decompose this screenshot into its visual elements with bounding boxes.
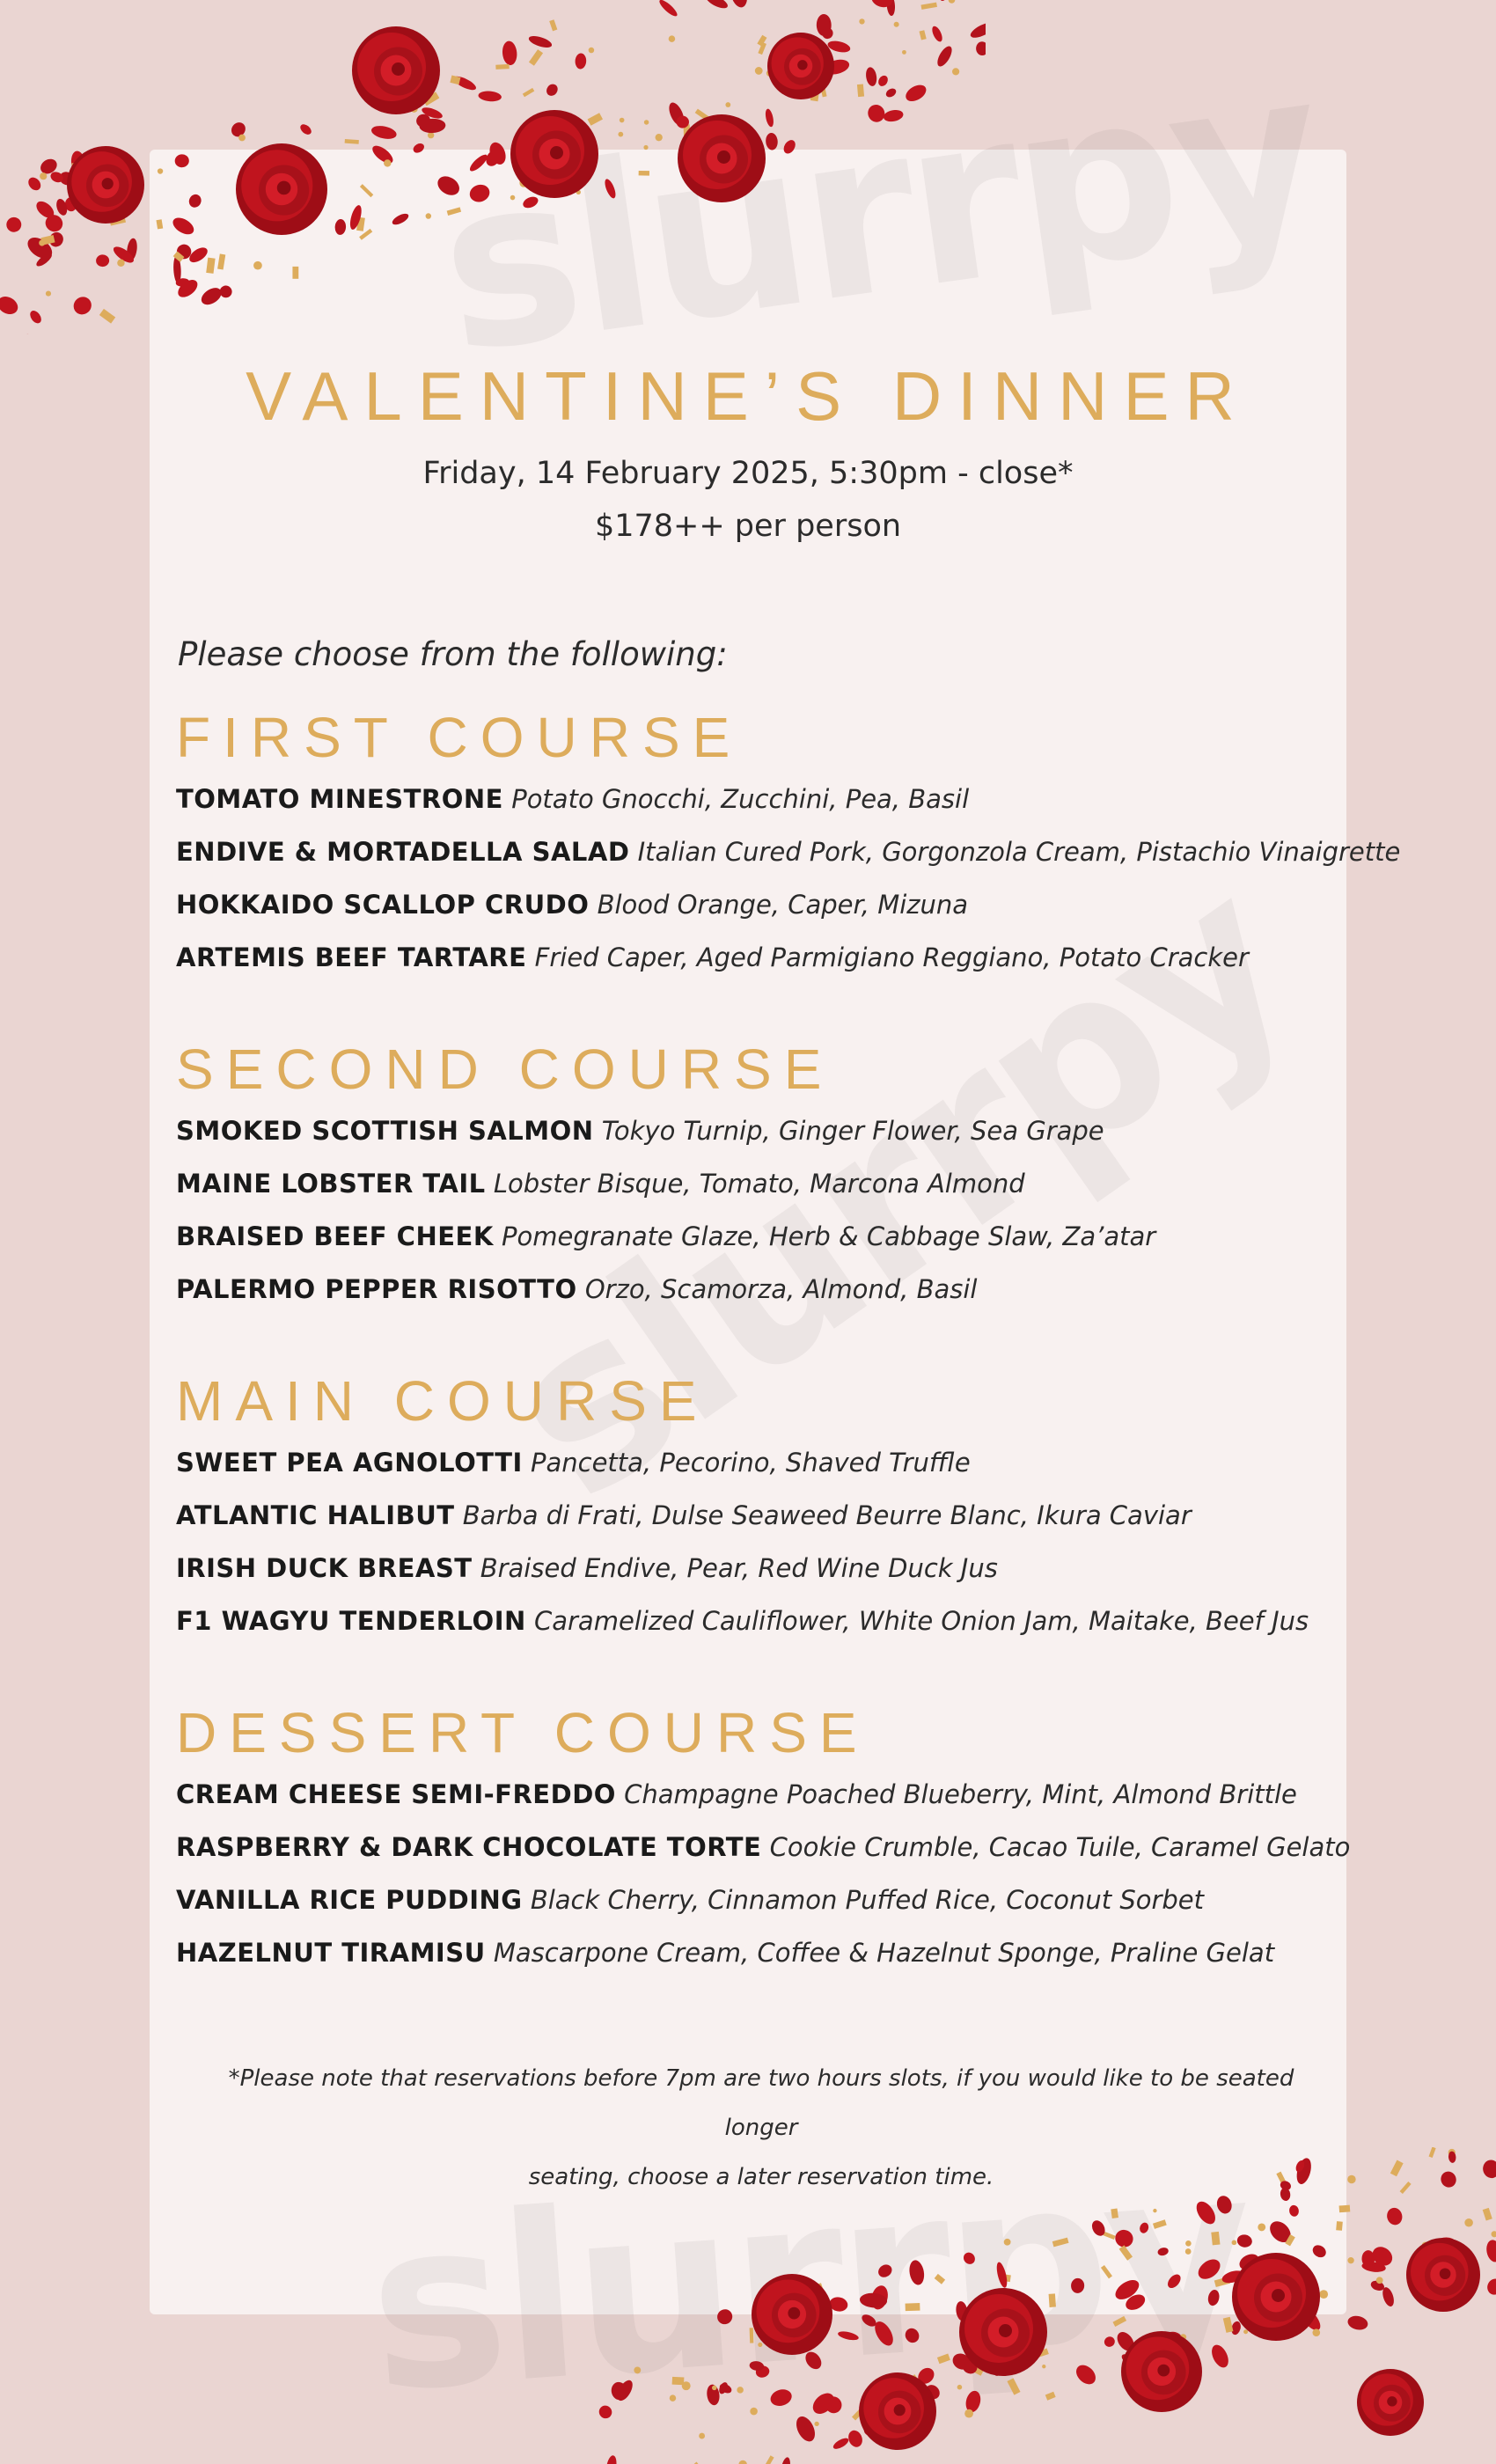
rose-icon — [859, 2372, 936, 2450]
confetti-icon — [852, 2409, 864, 2421]
petal-icon — [111, 244, 136, 266]
confetti-dot-icon — [1312, 2328, 1320, 2336]
petal-icon — [754, 2365, 770, 2380]
confetti-icon — [695, 109, 710, 121]
confetti-icon — [529, 49, 543, 66]
petal-icon — [876, 74, 890, 88]
petal-icon — [915, 2365, 937, 2387]
dish-item — [176, 1436, 1329, 1489]
confetti-icon — [110, 218, 126, 226]
petal-icon — [1361, 2261, 1387, 2273]
confetti-icon — [1432, 2260, 1441, 2271]
dish-name: ATLANTIC HALIBUT — [176, 1500, 455, 1530]
confetti-dot-icon — [750, 2408, 758, 2416]
dish-item — [176, 878, 1329, 931]
confetti-dot-icon — [644, 120, 649, 125]
confetti-icon — [750, 2328, 754, 2343]
confetti-icon — [549, 19, 557, 31]
dish-item — [176, 1489, 1329, 1542]
event-price: $178++ per person — [594, 509, 902, 544]
petal-icon — [370, 124, 398, 141]
petal-icon — [1173, 2340, 1188, 2355]
confetti-icon — [857, 84, 864, 98]
reservation-note — [202, 2054, 1320, 2202]
confetti-dot-icon — [1347, 2257, 1353, 2263]
dish-description: Pomegranate Glaze, Herb & Cabbage Slaw, Za’atar — [502, 1221, 1156, 1251]
confetti-dot-icon — [952, 68, 959, 75]
petal-icon — [1181, 2353, 1204, 2379]
dish-description: Pancetta, Pecorino, Shaved Truffle — [530, 1448, 971, 1478]
confetti-icon — [422, 92, 439, 106]
confetti-icon — [937, 2353, 950, 2364]
confetti-icon — [970, 2364, 985, 2376]
confetti-dot-icon — [618, 132, 623, 137]
confetti-dot-icon — [766, 70, 773, 77]
menu-title: VALENTINE’S DINNER — [246, 357, 1250, 435]
petal-icon — [812, 73, 828, 92]
petal-icon — [823, 2394, 845, 2416]
petal-icon — [614, 2378, 635, 2403]
dish-description: Caramelized Cauliflower, White Onion Jam, Maitake, Beef Jus — [533, 1606, 1309, 1636]
confetti-dot-icon — [1180, 2334, 1186, 2340]
petal-icon — [55, 198, 69, 217]
dish-item — [176, 1104, 1329, 1157]
dish-description: Tokyo Turnip, Ginger Flower, Sea Grape — [601, 1116, 1104, 1146]
petal-icon — [70, 293, 95, 318]
dish-description: Braised Endive, Pear, Red Wine Duck Jus — [480, 1553, 998, 1583]
confetti-dot-icon — [670, 2394, 676, 2401]
petal-icon — [1346, 2314, 1369, 2332]
petal-icon — [903, 82, 929, 105]
confetti-icon — [758, 42, 766, 55]
petal-icon — [70, 150, 86, 175]
rose-icon — [1121, 2331, 1202, 2412]
petal-icon — [229, 120, 248, 140]
petal-icon — [768, 2387, 794, 2408]
petal-icon — [992, 2353, 1015, 2379]
dish-description: Italian Cured Pork, Gorgonzola Cream, Pistachio Vinaigrette — [637, 837, 1401, 867]
petal-icon — [860, 2312, 878, 2328]
confetti-icon — [40, 235, 55, 246]
confetti-icon — [71, 162, 81, 176]
dish-description: Blood Orange, Caper, Mizuna — [597, 890, 969, 920]
petal-icon — [605, 2454, 618, 2464]
petal-icon — [1438, 2169, 1458, 2190]
petal-icon — [419, 118, 446, 134]
petal-icon — [846, 2428, 864, 2449]
petal-icon — [959, 2357, 980, 2377]
petal-icon — [817, 14, 832, 36]
menu-intro: Please choose from the following: — [178, 635, 728, 673]
confetti-icon — [1032, 2348, 1048, 2358]
confetti-dot-icon — [894, 22, 899, 27]
confetti-icon — [1112, 2316, 1126, 2327]
petal-icon — [922, 2382, 942, 2402]
petal-icon — [1073, 2361, 1100, 2387]
petal-icon — [1114, 2328, 1138, 2353]
confetti-icon — [672, 2377, 685, 2385]
dish-name: CREAM CHEESE SEMI-FREDDO — [176, 1779, 616, 1809]
petal-icon — [527, 33, 553, 49]
dish-name: HAZELNUT TIRAMISU — [176, 1938, 486, 1968]
dish-name: SMOKED SCOTTISH SALMON — [176, 1116, 594, 1146]
confetti-dot-icon — [737, 2387, 744, 2394]
petal-icon — [865, 102, 887, 125]
confetti-dot-icon — [803, 69, 811, 77]
confetti-dot-icon — [1347, 2175, 1355, 2183]
rose-icon — [1357, 2369, 1424, 2436]
reservation-note-line: *Please note that reservations before 7pm are two hours slots, if you would like to be seated longer — [228, 2065, 1294, 2141]
confetti-icon — [1223, 2317, 1234, 2333]
confetti-icon — [904, 2398, 914, 2406]
dish-item — [176, 1768, 1329, 1821]
confetti-icon — [867, 2399, 879, 2409]
dish-description: Barba di Frati, Dulse Seaweed Beurre Blanc, Ikura Caviar — [462, 1500, 1192, 1530]
confetti-dot-icon — [755, 67, 763, 75]
petal-icon — [803, 2349, 825, 2372]
event-date: Friday, 14 February 2025, 5:30pm - close* — [422, 456, 1074, 491]
confetti-icon — [810, 85, 820, 102]
confetti-dot-icon — [589, 48, 595, 54]
confetti-icon — [345, 139, 359, 144]
confetti-dot-icon — [1243, 2329, 1248, 2334]
confetti-dot-icon — [1448, 2149, 1456, 2156]
petal-icon — [1381, 2286, 1397, 2308]
petal-icon — [968, 19, 986, 40]
petal-icon — [764, 108, 774, 128]
confetti-icon — [523, 88, 534, 97]
dish-description: Lobster Bisque, Tomato, Marcona Almond — [493, 1169, 1025, 1199]
confetti-icon — [901, 2384, 910, 2395]
confetti-dot-icon — [1042, 2365, 1045, 2368]
petal-icon — [989, 2327, 1013, 2350]
course-title: FIRST COURSE — [176, 706, 743, 769]
confetti-dot-icon — [1422, 2242, 1429, 2249]
confetti-dot-icon — [949, 0, 956, 4]
petal-icon — [823, 57, 851, 77]
dish-name: F1 WAGYU TENDERLOIN — [176, 1606, 526, 1636]
confetti-dot-icon — [131, 180, 137, 187]
dish-item — [176, 1595, 1329, 1647]
confetti-icon — [73, 188, 87, 194]
petal-icon — [0, 293, 21, 318]
petal-icon — [502, 40, 518, 66]
petal-icon — [780, 2457, 792, 2464]
petal-icon — [1448, 2151, 1456, 2163]
petal-icon — [1103, 2335, 1117, 2349]
course-title: DESSERT COURSE — [176, 1701, 869, 1764]
confetti-dot-icon — [117, 260, 124, 267]
confetti-icon — [815, 2318, 827, 2328]
course-main — [176, 1366, 1329, 1647]
petal-icon — [717, 2381, 730, 2395]
dish-description: Potato Gnocchi, Zucchini, Pea, Basil — [511, 784, 970, 814]
petal-icon — [1173, 2354, 1192, 2374]
petal-icon — [24, 233, 55, 263]
dish-name: HOKKAIDO SCALLOP CRUDO — [176, 890, 590, 920]
dish-description: Cookie Crumble, Cacao Tuile, Caramel Gelato — [769, 1832, 1351, 1862]
petal-icon — [875, 2378, 888, 2392]
rose-icon — [67, 146, 144, 224]
petal-icon — [478, 90, 502, 102]
petal-icon — [822, 27, 833, 40]
confetti-icon — [1390, 2160, 1404, 2177]
petal-icon — [64, 197, 77, 212]
petal-icon — [666, 100, 687, 128]
petal-icon — [871, 2319, 897, 2349]
dish-name: IRISH DUCK BREAST — [176, 1553, 473, 1583]
petal-icon — [575, 53, 586, 70]
petal-icon — [864, 2424, 877, 2436]
confetti-dot-icon — [428, 132, 434, 138]
petal-icon — [930, 25, 944, 43]
petal-icon — [28, 309, 44, 326]
dish-item — [176, 1263, 1329, 1316]
confetti-dot-icon — [127, 179, 136, 187]
confetti-icon — [684, 124, 691, 137]
petal-icon — [421, 106, 444, 121]
petal-icon — [1481, 2158, 1496, 2180]
petal-icon — [34, 251, 54, 268]
petal-icon — [826, 39, 851, 54]
petal-icon — [451, 74, 478, 93]
confetti-dot-icon — [392, 74, 397, 79]
confetti-icon — [757, 35, 766, 47]
petal-icon — [49, 170, 65, 184]
petal-icon — [1423, 2263, 1448, 2279]
dish-description: Black Cherry, Cinnamon Puffed Rice, Coconut Sorbet — [530, 1885, 1205, 1915]
petal-icon — [126, 238, 139, 261]
petal-icon — [1119, 2351, 1146, 2373]
petal-icon — [884, 87, 898, 99]
confetti-dot-icon — [1464, 2218, 1473, 2227]
confetti-dot-icon — [758, 2343, 762, 2347]
petal-icon — [935, 44, 955, 69]
course-second — [176, 1034, 1329, 1316]
dish-item — [176, 1542, 1329, 1595]
confetti-dot-icon — [39, 240, 45, 246]
dish-name: TOMATO MINESTRONE — [176, 784, 503, 814]
dish-name: PALERMO PEPPER RISOTTO — [176, 1274, 577, 1304]
petal-icon — [47, 230, 65, 249]
petal-icon — [544, 82, 560, 98]
petal-icon — [706, 2384, 721, 2406]
confetti-icon — [750, 134, 757, 146]
dish-item — [176, 1210, 1329, 1263]
petal-icon — [903, 2326, 922, 2345]
confetti-dot-icon — [880, 2424, 885, 2430]
petal-icon — [886, 0, 896, 16]
confetti-dot-icon — [902, 50, 906, 55]
rose-icon — [1406, 2238, 1480, 2312]
course-dessert — [176, 1698, 1351, 1979]
confetti-dot-icon — [1492, 2231, 1496, 2237]
confetti-dot-icon — [738, 2460, 746, 2464]
petal-icon — [1438, 2292, 1454, 2306]
confetti-dot-icon — [669, 35, 676, 42]
confetti-icon — [1452, 2288, 1459, 2301]
reservation-note-line: seating, choose a later reservation time. — [528, 2164, 994, 2190]
petal-icon — [883, 108, 905, 123]
petal-icon — [1485, 2277, 1496, 2298]
confetti-dot-icon — [634, 2366, 641, 2373]
dish-description: Fried Caper, Aged Parmigiano Reggiano, Potato Cracker — [534, 942, 1249, 972]
petal-icon — [729, 0, 750, 9]
confetti-dot-icon — [410, 106, 417, 113]
petal-icon — [402, 78, 412, 94]
confetti-dot-icon — [238, 135, 246, 142]
confetti-icon — [820, 84, 827, 97]
petal-icon — [415, 113, 432, 128]
confetti-dot-icon — [656, 134, 663, 141]
petal-icon — [83, 175, 101, 193]
confetti-dot-icon — [712, 2386, 716, 2390]
confetti-dot-icon — [699, 2433, 705, 2439]
confetti-icon — [1007, 2378, 1020, 2394]
confetti-icon — [1009, 2324, 1022, 2335]
petal-icon — [718, 2382, 733, 2395]
confetti-icon — [919, 30, 926, 40]
confetti-dot-icon — [46, 291, 51, 297]
dish-name: RASPBERRY & DARK CHOCOLATE TORTE — [176, 1832, 762, 1862]
petal-icon — [598, 2403, 614, 2421]
dish-item — [176, 1926, 1329, 1979]
confetti-icon — [920, 3, 936, 10]
petal-icon — [765, 132, 778, 150]
petal-icon — [1385, 2206, 1404, 2226]
dish-item — [176, 1874, 1329, 1926]
petal-icon — [26, 175, 43, 193]
dish-description: Champagne Poached Blueberry, Mint, Almond Brittle — [624, 1779, 1297, 1809]
confetti-dot-icon — [1428, 2246, 1436, 2254]
petal-icon — [1369, 2279, 1385, 2292]
dish-description: Orzo, Scamorza, Almond, Basil — [584, 1274, 978, 1304]
petal-icon — [298, 122, 313, 136]
petal-icon — [1208, 2343, 1231, 2371]
dish-description: Mascarpone Cream, Coffee & Hazelnut Sponge, Praline Gelat — [493, 1938, 1275, 1968]
dish-name: SWEET PEA AGNOLOTTI — [176, 1448, 523, 1478]
petal-icon — [749, 2360, 765, 2372]
dish-item — [176, 773, 1329, 825]
course-title: SECOND COURSE — [176, 1038, 834, 1101]
petal-icon — [33, 198, 57, 221]
rose-icon — [352, 26, 440, 114]
dish-name: BRAISED BEEF CHEEK — [176, 1221, 494, 1251]
petal-icon — [832, 2436, 850, 2451]
confetti-icon — [1400, 2182, 1412, 2194]
petal-icon — [976, 41, 986, 55]
dish-item — [176, 931, 1329, 984]
confetti-dot-icon — [814, 2422, 818, 2426]
petal-icon — [11, 332, 38, 334]
dish-item — [176, 1157, 1329, 1210]
petal-icon — [964, 2389, 983, 2414]
petal-icon — [809, 2389, 838, 2418]
petal-icon — [837, 2330, 859, 2343]
petal-icon — [1368, 2243, 1396, 2270]
confetti-dot-icon — [859, 18, 864, 24]
confetti-icon — [912, 2374, 923, 2387]
petal-icon — [783, 43, 804, 63]
confetti-icon — [814, 72, 826, 84]
confetti-icon — [1483, 2208, 1492, 2221]
petal-icon — [865, 66, 878, 86]
confetti-dot-icon — [620, 118, 625, 123]
confetti-dot-icon — [957, 2385, 963, 2390]
petal-icon — [38, 156, 60, 177]
confetti-icon — [450, 76, 460, 85]
petal-icon — [95, 254, 109, 268]
petal-icon — [793, 2414, 819, 2445]
petal-icon — [950, 2350, 972, 2372]
petal-icon — [938, 0, 950, 2]
confetti-icon — [495, 64, 509, 70]
petal-icon — [1485, 2239, 1496, 2263]
petal-icon — [676, 116, 689, 128]
confetti-dot-icon — [682, 2381, 691, 2390]
petal-icon — [1230, 2321, 1243, 2336]
petal-icon — [657, 0, 679, 18]
petal-icon — [704, 0, 730, 11]
dish-name: ARTEMIS BEEF TARTARE — [176, 942, 527, 972]
petal-icon — [57, 169, 77, 187]
dish-item — [176, 1821, 1351, 1874]
dish-name: VANILLA RICE PUDDING — [176, 1885, 523, 1915]
course-first — [176, 702, 1401, 984]
dish-item — [176, 825, 1401, 878]
confetti-icon — [1045, 2392, 1056, 2401]
petal-icon — [4, 215, 24, 234]
confetti-icon — [1429, 2147, 1436, 2158]
confetti-icon — [99, 309, 115, 324]
confetti-dot-icon — [725, 102, 730, 107]
confetti-icon — [1450, 2261, 1465, 2265]
rose-icon — [767, 33, 834, 99]
petal-icon — [869, 0, 894, 10]
confetti-icon — [588, 113, 603, 126]
course-title: MAIN COURSE — [176, 1369, 709, 1433]
confetti-dot-icon — [964, 2409, 973, 2418]
petal-icon — [610, 2380, 628, 2402]
dish-name: ENDIVE & MORTADELLA SALAD — [176, 837, 630, 867]
petal-icon — [1361, 2250, 1375, 2268]
confetti-dot-icon — [1376, 2277, 1383, 2284]
confetti-icon — [765, 2455, 774, 2464]
petal-icon — [42, 211, 66, 234]
dish-name: MAINE LOBSTER TAIL — [176, 1169, 486, 1199]
petal-icon — [1438, 2237, 1455, 2244]
confetti-dot-icon — [40, 172, 47, 180]
petal-icon — [1163, 2331, 1183, 2345]
